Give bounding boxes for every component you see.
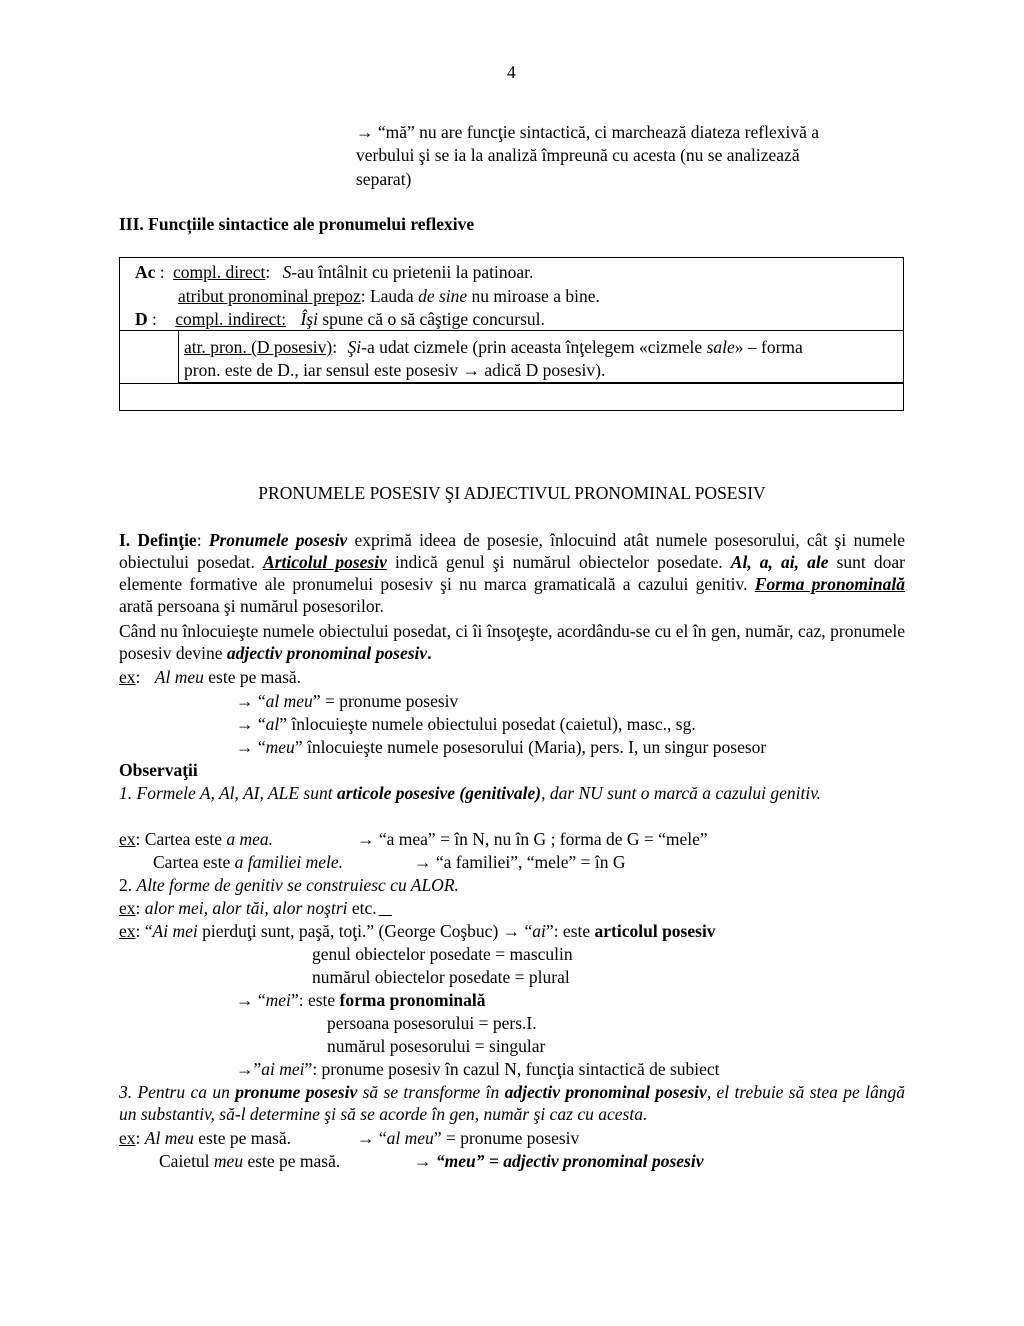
analysis-line: → “al” înlocuieşte numele obiectului posedat (caietul), masc., sg. (236, 714, 696, 734)
observations-title: Observaţii (119, 760, 198, 780)
table-row: atribut pronominal prepoz: Lauda de sine nu miroase a bine. (178, 286, 600, 306)
table-row: D : compl. indirect: Îşi spune că o să câştige concursul. (135, 309, 545, 329)
section-title: III. Funcțiile sintactice ale pronumelui reflexive (119, 214, 475, 234)
table-empty-row (119, 383, 904, 411)
analysis-line: → “meu” = adjectiv pronominal posesiv (414, 1151, 704, 1171)
observation-1: 1. Formele A, Al, AI, ALE sunt articole posesive (genitivale), dar NU sunt o marcă a cazului genitiv. (119, 783, 822, 803)
table-row: pron. este de D., iar sensul este posesiv → adică D posesiv). (184, 360, 606, 380)
analysis-line: → “al meu” = pronume posesiv (357, 1128, 580, 1148)
definition-paragraph: I. Definţie: Pronumele posesiv exprimă ideea de posesie, înlocuind atât numele posesorului, cât şi numele obiectului posedat. Articolul posesiv indică genul şi numărul obiectelor posedate. Al, a, ai, ale sunt doar elemente formative ale pronumelui posesiv şi nu marca gramaticală a cazului genitiv. Forma pronominală arată persoana şi numărul posesorilor. (119, 530, 905, 616)
example-line: Cartea este a familiei mele. (153, 852, 344, 872)
example-line: ex: Al meu este pe masă. (119, 1128, 292, 1148)
analysis-line: → “al meu” = pronume posesiv (236, 691, 459, 711)
page-number: 4 (507, 62, 516, 82)
analysis-line: numărul posesorului = singular (327, 1036, 546, 1056)
example-line: ex: “Ai mei pierduţi sunt, paşă, toţi.” (George Coşbuc) → “ai”: este articolul posesiv (119, 921, 716, 941)
analysis-line: persoana posesorului = pers.I. (327, 1013, 537, 1033)
observation-2: 2. Alte forme de genitiv se construiesc cu ALOR. (119, 875, 459, 895)
chapter-heading: PRONUMELE POSESIV ŞI ADJECTIVUL PRONOMINAL POSESIV (258, 483, 766, 503)
observation-3: 3. Pentru ca un pronume posesiv să se transforme în adjectiv pronominal posesiv, el trebuie să stea pe lângă un substantiv, să-l determine şi să se acorde în gen, număr şi caz cu acesta. (119, 1082, 905, 1124)
analysis-line: → “a familiei”, “mele” = în G (414, 852, 626, 872)
analysis-line: genul obiectelor posedate = masculin (312, 944, 573, 964)
example-line: Caietul meu este pe masă. (159, 1151, 341, 1171)
top-note-line: separat) (356, 169, 412, 189)
table-border (119, 331, 120, 383)
example-line: ex: alor mei, alor tăi, alor noştri etc. (119, 898, 377, 918)
analysis-line: →”ai mei”: pronume posesiv în cazul N, funcţia sintactică de subiect (236, 1059, 720, 1079)
example-line: ex: Cartea este a mea. (119, 829, 274, 849)
analysis-line: → “mei”: este forma pronominală (236, 990, 486, 1010)
top-note-line: verbului şi se ia la analiză împreună cu acesta (nu se analizează (356, 145, 800, 165)
analysis-line: numărul obiectelor posedate = plural (312, 967, 570, 987)
table-row: Ac : compl. direct: S-au întâlnit cu prietenii la patinoar. (135, 262, 534, 282)
top-note-line: → “mă” nu are funcţie sintactică, ci marchează diateza reflexivă a (356, 122, 819, 142)
example-line: ex: Al meu este pe masă. (119, 667, 302, 687)
table-row: atr. pron. (D posesiv): Şi-a udat cizmele (prin aceasta înţelegem «cizmele sale» – forma (184, 337, 803, 357)
definition-paragraph: Când nu înlocuieşte numele obiectului posedat, ci îi însoţeşte, acordându-se cu el în gen, număr, caz, pronumele posesiv devine adjectiv pronominal posesiv. (119, 621, 905, 663)
analysis-line: → “a mea” = în N, nu în G ; forma de G = “mele” (357, 829, 708, 849)
analysis-line: → “meu” înlocuieşte numele posesorului (Maria), pers. I, un singur posesor (236, 737, 767, 757)
